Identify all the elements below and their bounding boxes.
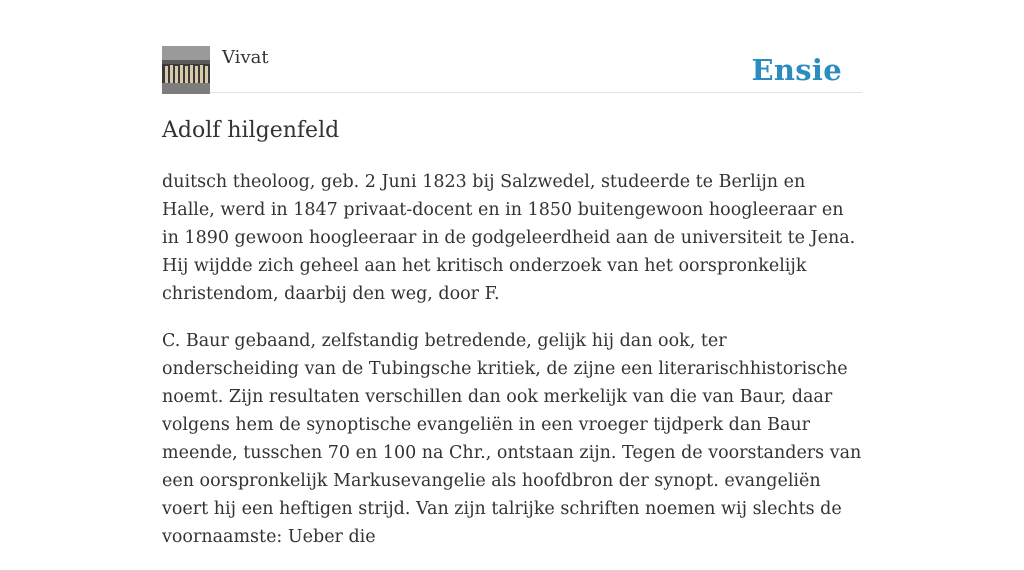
article-paragraph: C. Baur gebaand, zelfstandig betredende, gelijk hij dan ook, ter onderscheiding van de Tubingsche kritiek, de zijne een literarischhistorische noemt. Zijn resultaten verschillen dan ook merkelijk van die van Baur, daar volgens hem de synoptische evangeliën in een vroeger tijdperk dan Baur meende, tusschen 70 en 100 na Chr., ontstaan zijn. Tegen de voorstanders van een oorspronkelijk Markusevangelie als hoofdbron der synopt. evangeliën voert hij een heftigen strijd. Van zijn talrijke schriften noemen wij slechts de voornaamste: Ueber die xyxy=(162,331,862,547)
article-paragraph: duitsch theoloog, geb. 2 Juni 1823 bij Salzwedel, studeerde te Berlijn en Halle, werd in 1847 privaat-docent en in 1850 buitengewoon hoogleeraar en in 1890 gewoon hoogleeraar in de godgeleerdheid aan de universiteit te Jena. Hij wijdde zich geheel aan het kritisch onderzoek van het oorspronkelijk christendom, daarbij den weg, door F. xyxy=(162,172,856,304)
header xyxy=(162,46,862,93)
brand-logo[interactable]: Ensie xyxy=(751,53,842,87)
source-name[interactable]: Vivat xyxy=(222,47,269,68)
article-body xyxy=(162,168,862,570)
source-avatar[interactable] xyxy=(162,46,210,94)
article-title: Adolf hilgenfeld xyxy=(162,118,340,143)
bookshelf-icon xyxy=(162,46,210,94)
